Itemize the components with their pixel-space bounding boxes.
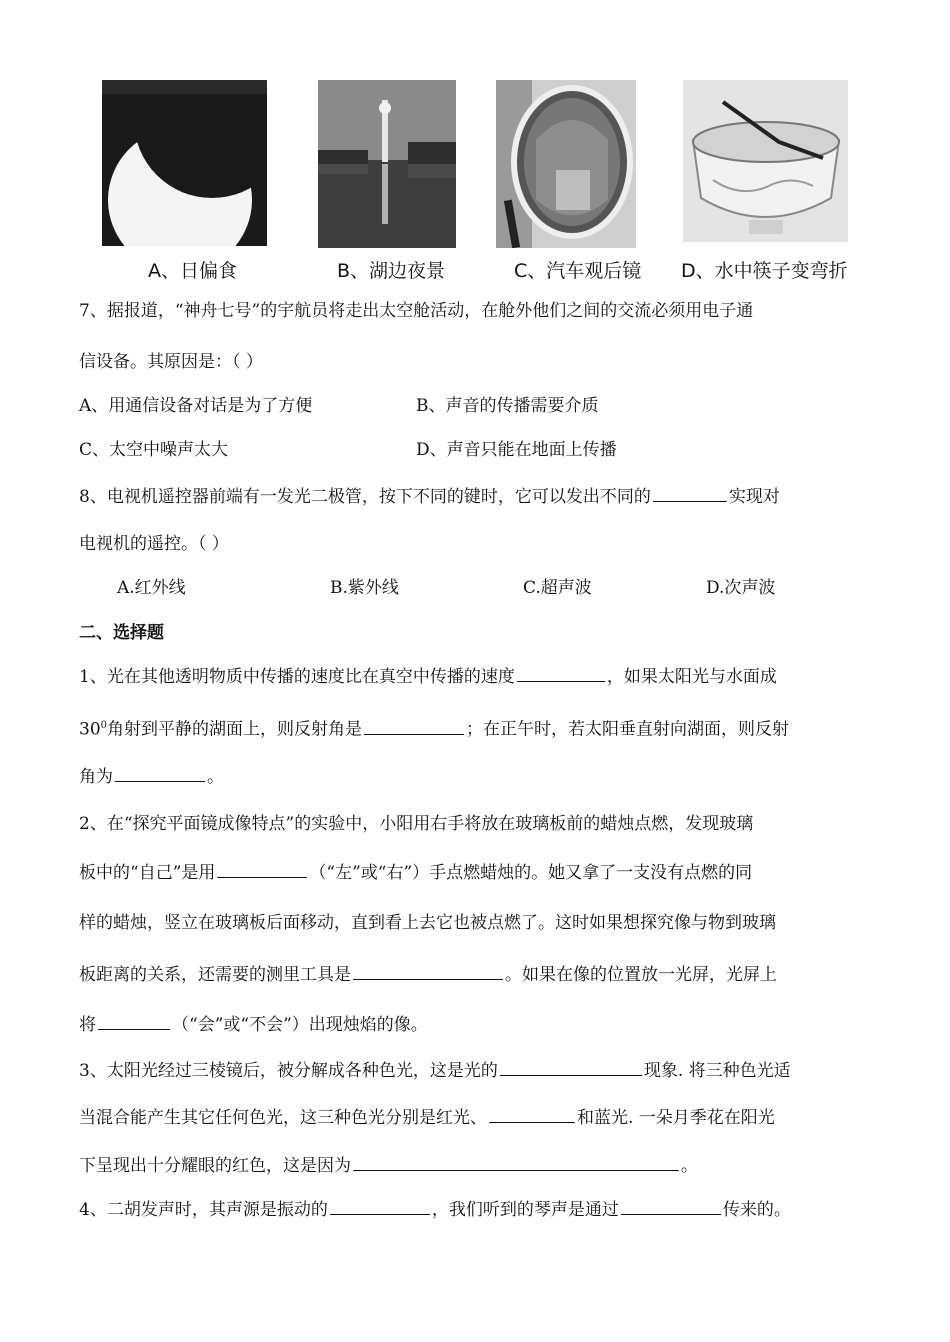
answer-blank[interactable] xyxy=(653,484,727,502)
f2-line4-tail: 。如果在像的位置放一光屏，光屏上 xyxy=(505,965,777,985)
f1-line3-tail: 。 xyxy=(207,767,224,787)
f1-line3-text: 角为 xyxy=(79,767,113,787)
f3-line1 xyxy=(79,1058,791,1083)
f2-line5 xyxy=(79,1012,428,1037)
answer-blank[interactable] xyxy=(353,1153,679,1171)
f1-angle-value: 30 xyxy=(79,719,101,740)
q8-line1-text: 8、电视机遥控器前端有一发光二极管，按下不同的键时，它可以发出不同的 xyxy=(79,487,651,507)
f1-line2-text: 角射到平静的湖面上，则反射角是 xyxy=(107,719,363,740)
q8-option-b: B.紫外线 xyxy=(330,578,399,598)
q7-line2: 信设备。其原因是：（ ） xyxy=(79,352,263,372)
bowl-photo xyxy=(683,80,848,242)
f2-line3: 样的蜡烛，竖立在玻璃板后面移动，直到看上去它也被点燃了。这时如果想探究像与物到玻璃 xyxy=(79,913,776,933)
q8-option-c: C.超声波 xyxy=(523,578,592,598)
section-title: 二、选择题 xyxy=(79,623,164,643)
answer-blank[interactable] xyxy=(517,664,605,682)
answer-blank[interactable] xyxy=(330,1197,430,1215)
f1-line1 xyxy=(79,664,777,689)
figure-caption-a: A、日偏食 xyxy=(148,260,237,282)
lake-night-reflection-icon xyxy=(318,80,456,248)
q8-line1-tail: 实现对 xyxy=(728,487,780,507)
figure-caption-d: D、水中筷子变弯折 xyxy=(681,260,848,282)
f1-line2-tail: ；在正午时，若太阳垂直射向湖面，则反射 xyxy=(466,719,790,740)
q7-option-d: D、声音只能在地面上传播 xyxy=(416,440,617,460)
mirror-photo xyxy=(496,80,636,248)
f1-degree-sup: 0 xyxy=(100,720,108,731)
f3-line1-tail: 现象. 将三种色光适 xyxy=(643,1061,791,1081)
f2-line2-text: 板中的“自己”是用 xyxy=(79,863,216,883)
q7-option-b: B、声音的传播需要介质 xyxy=(416,396,599,416)
answer-blank[interactable] xyxy=(217,860,307,878)
f4-line1-text: 4、二胡发声时，其声源是振动的 xyxy=(79,1200,328,1220)
lake-night-photo xyxy=(318,80,456,248)
f2-line4 xyxy=(79,962,777,987)
f4-line1-mid: ，我们听到的琴声是通过 xyxy=(431,1200,619,1220)
q8-line1 xyxy=(79,484,780,509)
f2-line5-text: 将 xyxy=(79,1015,96,1035)
q7-option-c: C、太空中噪声太大 xyxy=(79,440,229,460)
f3-line2-tail: 和蓝光. 一朵月季花在阳光 xyxy=(577,1108,775,1128)
answer-blank[interactable] xyxy=(621,1197,721,1215)
q8-line2: 电视机的遥控。（ ） xyxy=(79,534,229,554)
f2-line4-text: 板距离的关系，还需要的测里工具是 xyxy=(79,965,351,985)
f3-line3-tail: 。 xyxy=(681,1156,698,1176)
f2-line2 xyxy=(79,860,752,885)
f1-line1-tail: ，如果太阳光与水面成 xyxy=(606,667,777,687)
f3-line2 xyxy=(79,1105,775,1130)
partial-solar-eclipse-icon xyxy=(102,80,267,246)
q7-option-a: A、用通信设备对话是为了方便 xyxy=(79,396,313,416)
f4-line1-tail: 传来的。 xyxy=(722,1200,791,1220)
answer-blank[interactable] xyxy=(489,1105,575,1123)
f2-line1: 2、在“探究平面镜成像特点”的实验中，小阳用右手将放在玻璃板前的蜡烛点燃，发现玻璃 xyxy=(79,814,754,834)
q7-line1: 7、据报道，“神舟七号”的宇航员将走出太空舱活动，在舱外他们之间的交流必须用电子通 xyxy=(79,301,754,321)
f3-line3-text: 下呈现出十分耀眼的红色，这是因为 xyxy=(79,1156,351,1176)
f1-line1-text: 1、光在其他透明物质中传播的速度比在真空中传播的速度 xyxy=(79,667,515,687)
f3-line3 xyxy=(79,1153,698,1178)
f4-line1 xyxy=(79,1197,791,1222)
f1-line3 xyxy=(79,764,224,789)
chopsticks-in-water-bowl-icon xyxy=(683,80,848,242)
answer-blank[interactable] xyxy=(353,962,503,980)
answer-blank[interactable] xyxy=(98,1012,170,1030)
figure-caption-c: C、汽车观后镜 xyxy=(514,260,642,282)
q8-option-a: A.红外线 xyxy=(117,578,186,598)
figure-caption-b: B、湖边夜景 xyxy=(337,260,446,282)
q8-option-d: D.次声波 xyxy=(706,578,776,598)
f2-line2-tail: （“左”或“右”）手点燃蜡烛的。她又拿了一支没有点燃的同 xyxy=(309,863,753,883)
f2-line5-tail: （“会”或“不会”）出现烛焰的像。 xyxy=(172,1015,428,1035)
eclipse-photo xyxy=(102,80,267,246)
answer-blank[interactable] xyxy=(115,764,205,782)
answer-blank[interactable] xyxy=(500,1058,642,1076)
car-rearview-mirror-icon xyxy=(496,80,636,248)
f3-line1-text: 3、太阳光经过三棱镜后，被分解成各种色光，这是光的 xyxy=(79,1061,498,1081)
f3-line2-text: 当混合能产生其它任何色光，这三种色光分别是红光、 xyxy=(79,1108,487,1128)
answer-blank[interactable] xyxy=(364,717,464,735)
f1-line2 xyxy=(79,714,789,742)
